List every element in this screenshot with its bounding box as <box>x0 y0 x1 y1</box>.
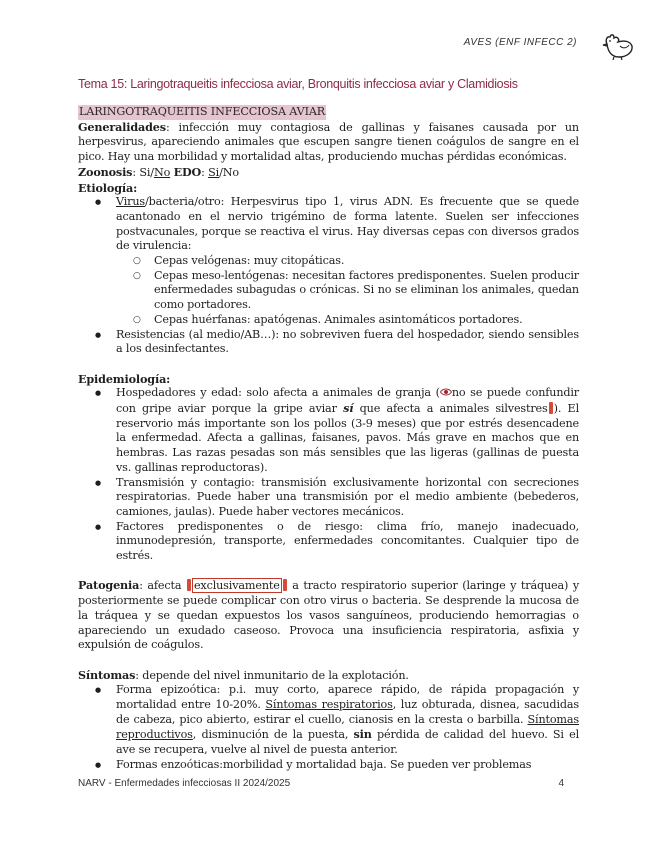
epidemiologia-heading: Epidemiología: <box>78 371 171 386</box>
footer-text: NARV - Enfermedades infecciosas II 2024/2025 <box>78 778 291 789</box>
epidemiologia-list <box>78 386 579 563</box>
page-header <box>15 30 635 60</box>
etiologia-list <box>78 195 579 357</box>
etiologia-heading: Etiología: <box>78 180 138 195</box>
list-item: ● Formas enzoóticas:morbilidad y mortalidad baja. Se pueden ver problemas <box>78 758 579 773</box>
generalidades-paragraph: Generalidades: infección muy contagiosa de gallinas y faisanes causada por un herpesvirus, apareciendo animales que escupen sangre tienen coágulos de sangre en el pico. Hay una morbilidad y mortalidad altas, produciendo muchas pérdidas económicas. <box>78 119 579 164</box>
page-footer <box>78 778 564 789</box>
patogenia-paragraph: Patogenia: afecta exclusivamente a tracto respiratorio superior (laringe y tráquea) y posteriormente se puede complicar con otro virus o bacteria. Se desprende la mucosa de la tráquea y se quedan expuestos los vasos sanguíneos, produciendo hemorragias o apareciendo un exudado caseoso. Provoca una insuficiencia respiratoria, asfixia y expulsión de coágulos. <box>78 578 579 652</box>
list-item: ● Virus/bacteria/otro: Herpesvirus tipo 1, virus ADN. Es frecuente que se quede acantonado en el nervio trigémino de forma latente. Suelen ser infecciones postvacunales, porque se reactiva el virus. Hay diversas cepas con diversos grados de virulencia: ○ Cepas velógenas: muy citopáticas. ○ Cepas meso-lentógenas: necesitan factores predisponentes. Suelen producir enfermedades subagudas o crónicas. Si no se eliminan los animales, quedan como portadores. ○ Cepas huérfanas: apatógenas. Animales asintomáticos portadores. <box>78 195 579 327</box>
highlight-mark <box>283 579 287 591</box>
list-item: ● Resistencias (al medio/AB…): no sobreviven fuera del hospedador, siendo sensibles a los desinfectantes. <box>78 328 579 357</box>
boxed-word: exclusivamente <box>193 579 280 593</box>
highlight-mark <box>549 402 553 414</box>
list-item: ● Factores predisponentes o de riesgo: clima frío, manejo inadecuado, inmunodepresión, transporte, enfermedades concomitantes. Cualquier tipo de estrés. <box>78 520 579 564</box>
list-item: ○ Cepas meso-lentógenas: necesitan factores predisponentes. Suelen producir enfermedades subagudas o crónicas. Si no se eliminan los animales, quedan como portadores. <box>116 269 579 313</box>
list-item: ○ Cepas huérfanas: apatógenas. Animales asintomáticos portadores. <box>116 313 579 328</box>
hen-icon <box>601 30 635 60</box>
header-title: AVES (ENF INFECC 2) <box>463 37 577 48</box>
cepas-list <box>116 254 579 328</box>
zoonosis-line: Zoonosis: Si/No EDO: Si/No <box>78 164 239 179</box>
eye-icon <box>440 387 452 397</box>
list-item: ● Hospedadores y edad: solo afecta a animales de granja ( no se puede confundir con gripe aviar porque la gripe aviar sí que afecta a animales silvestres ). El reservorio más importante son los pollos (3-9 meses) que por estrés desencadene la enfermedad. Afecta a gallinas, faisanes, pavos. Más grave en machos que en hembras. Las razas pesadas son más sensibles que las ligeras (gallinas de puesta vs. gallinas reproductoras). <box>78 386 579 475</box>
highlight-mark <box>187 579 191 591</box>
section-heading: LARINGOTRAQUEITIS INFECCIOSA AVIAR <box>79 105 326 118</box>
list-item: ○ Cepas velógenas: muy citopáticas. <box>116 254 579 269</box>
page-title: Tema 15: Laringotraqueitis infecciosa aviar, Bronquitis infecciosa aviar y Clamidiosis <box>78 77 518 91</box>
document-body <box>78 105 579 773</box>
list-item: ● Forma epizoótica: p.i. muy corto, aparece rápido, de rápida propagación y mortalidad entre 10-20%. Síntomas respiratorios, luz obturada, disnea, sacudidas de cabeza, pico abierto, estirar el cuello, cianosis en la cresta o barbilla. Síntomas reproductivos, disminución de la puesta, sin pérdida de calidad del huevo. Si el ave se recupera, vuelve al nivel de puesta anterior. <box>78 683 579 758</box>
sintomas-list <box>78 683 579 772</box>
sintomas-paragraph: Síntomas: depende del nivel inmunitario de la explotación. <box>78 667 409 682</box>
page-number: 4 <box>558 778 564 789</box>
list-item: ● Transmisión y contagio: transmisión exclusivamente horizontal con secreciones respiratorias. Puede haber una transmisión por el medio ambiente (bebederos, camiones, jaulas). Puede haber vectores mecánicos. <box>78 476 579 520</box>
